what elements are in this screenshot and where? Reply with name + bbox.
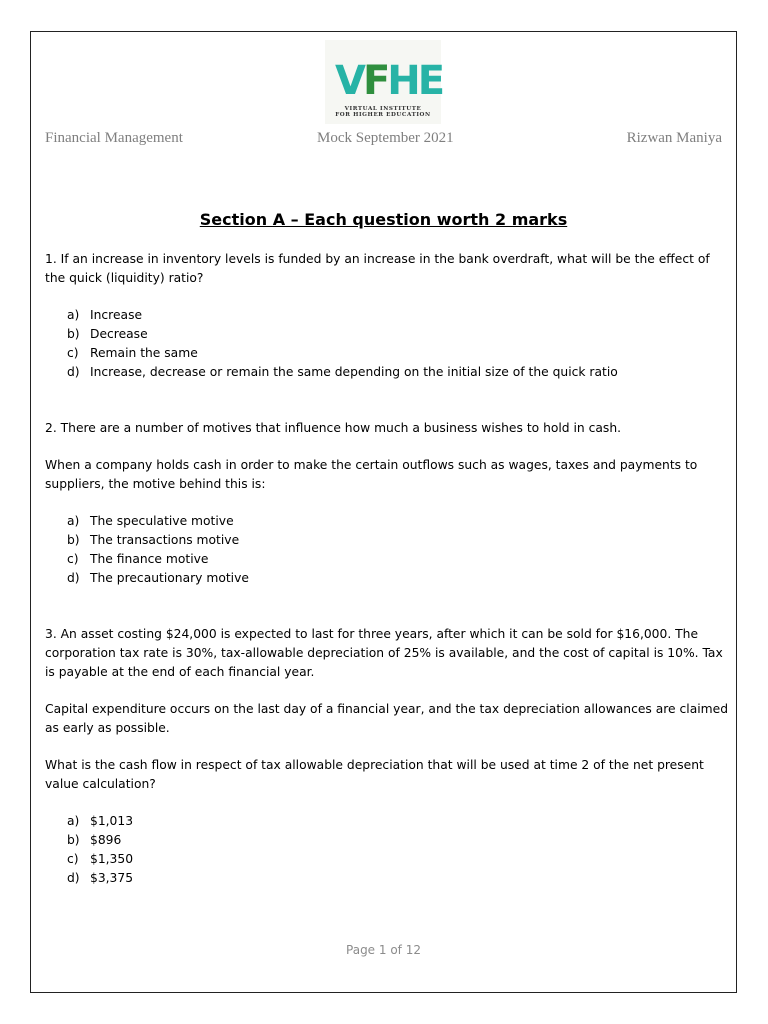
logo-letters-he: HE — [387, 58, 443, 104]
header-exam: Mock September 2021 — [317, 130, 454, 146]
option-item: b) $896 — [67, 833, 122, 847]
option-item: d) The precautionary motive — [67, 571, 249, 585]
section-title: Section A – Each question worth 2 marks — [199, 210, 568, 229]
logo-subtitle — [333, 106, 433, 119]
question-3-text: 3. An asset costing $24,000 is expected to last for three years, after which it can be sold for $16,000. The corporation tax rate is 30%, tax-allowable depreciation of 25% is available, and the cost of capital is 10%. Tax is payable at the end of each financial year. — [45, 627, 723, 679]
vihe-logo — [325, 40, 441, 124]
logo-line-1: VIRTUAL INSTITUTE — [344, 106, 422, 112]
question-2-text: 2. There are a number of motives that influence how much a business wishes to hold in cash. — [45, 421, 622, 435]
document-page — [30, 31, 737, 993]
logo-mark — [335, 58, 443, 104]
option-item: a) Increase — [67, 308, 143, 322]
question-2-options — [45, 512, 729, 588]
logo-letter-v: V — [335, 58, 363, 104]
questions-body — [45, 250, 729, 888]
question-2-stem: When a company holds cash in order to make the certain outflows such as wages, taxes and payments to suppliers, the motive behind this is: — [45, 458, 698, 491]
logo-line-2: FOR HIGHER EDUCATION — [335, 112, 431, 119]
header-author: Rizwan Maniya — [626, 130, 722, 146]
question-3-stem: What is the cash flow in respect of tax allowable depreciation that will be used at time 2 of the net present value calculation? — [45, 758, 704, 791]
option-item: d) Increase, decrease or remain the same depending on the initial size of the quick ratio — [67, 365, 618, 379]
question-1-text: 1. If an increase in inventory levels is funded by an increase in the bank overdraft, what will be the effect of the quick (liquidity) ratio? — [45, 252, 710, 285]
option-item: c) $1,350 — [67, 852, 134, 866]
option-item: b) The transactions motive — [67, 533, 240, 547]
option-item: c) The finance motive — [67, 552, 209, 566]
option-item: a) $1,013 — [67, 814, 134, 828]
option-item: a) The speculative motive — [67, 514, 234, 528]
header-course: Financial Management — [45, 130, 183, 146]
logo-letter-f: F — [362, 58, 388, 104]
option-item: c) Remain the same — [67, 346, 198, 360]
option-item: b) Decrease — [67, 327, 148, 341]
page-number: Page 1 of 12 — [346, 943, 421, 957]
option-item: d) $3,375 — [67, 871, 134, 885]
question-3-detail: Capital expenditure occurs on the last day of a financial year, and the tax depreciation allowances are claimed as early as possible. — [45, 702, 728, 735]
question-1-options — [45, 306, 729, 382]
question-3-options — [45, 812, 729, 888]
